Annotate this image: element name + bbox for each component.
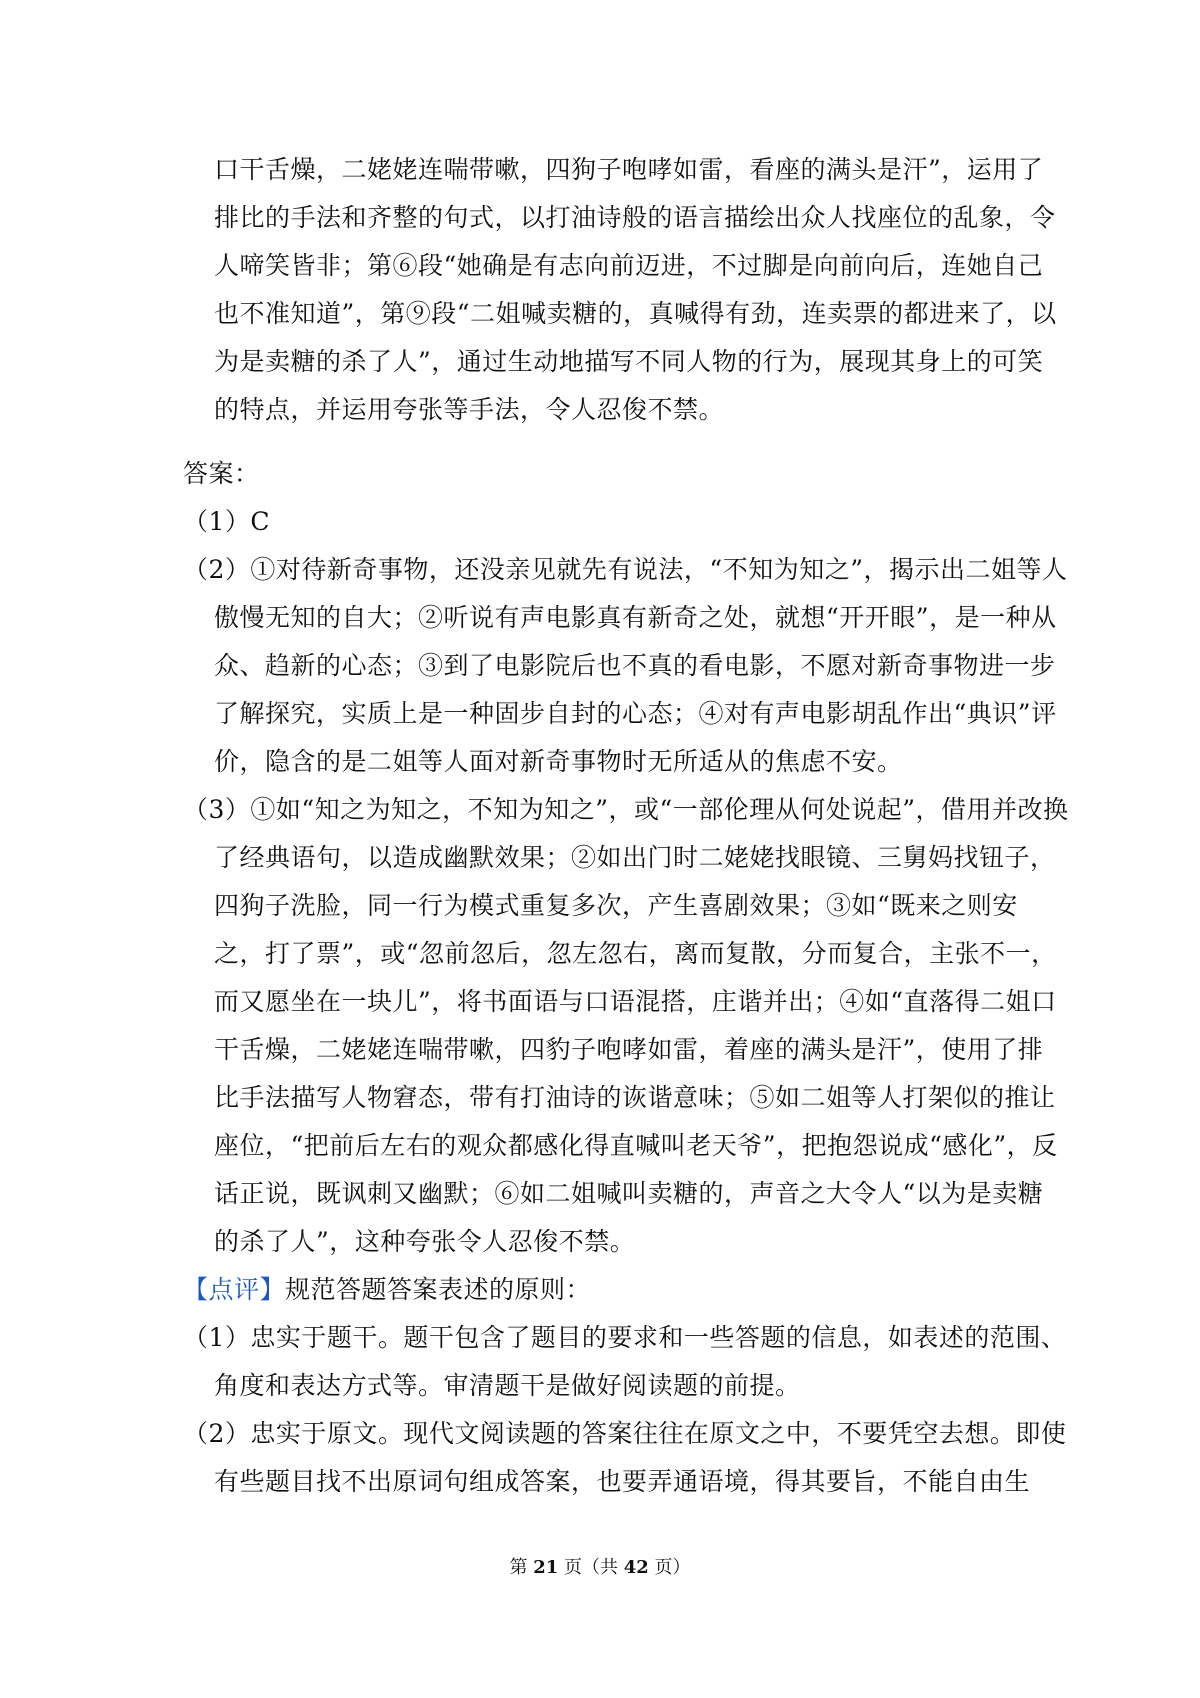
answer-section: [183, 450, 1069, 1506]
footer-total-pages: 42: [623, 1557, 649, 1578]
comment-1-line: （1）忠实于题干。题干包含了题目的要求和一些答题的信息，如表述的范围、: [183, 1323, 1067, 1352]
answer-3-line: 之，打了票”，或“忽前忽后，忽左忽右，离而复散，分而复合，主张不一，: [214, 939, 1057, 968]
intro-paragraph: [214, 146, 1057, 434]
answer-2-line: 价，隐含的是二姐等人面对新奇事物时无所适从的焦虑不安。: [214, 747, 903, 776]
comment-2-line: 有些题目找不出原词句组成答案，也要弄通语境，得其要旨，不能自由生: [214, 1467, 1031, 1496]
text-line: 的特点，并运用夸张等手法，令人忍俊不禁。: [214, 395, 725, 424]
answer-2-line: 众、趋新的心态；③到了电影院后也不真的看电影，不愿对新奇事物进一步: [214, 651, 1056, 680]
answer-3-line: 干舌燥，二姥姥连喘带嗽，四豹子咆哮如雷，着座的满头是汗”，使用了排: [214, 1035, 1044, 1064]
text-line: 排比的手法和齐整的句式，以打油诗般的语言描绘出众人找座位的乱象，令: [214, 203, 1056, 232]
comment-text: 规范答题答案表述的原则：: [285, 1275, 592, 1304]
answer-3-line: 比手法描写人物窘态，带有打油诗的诙谐意味；⑤如二姐等人打架似的推让: [214, 1083, 1056, 1112]
text-line: 口干舌燥，二姥姥连喘带嗽，四狗子咆哮如雷，看座的满头是汗”，运用了: [214, 155, 1044, 184]
comment-heading: [183, 1266, 1069, 1314]
answer-2-line: 了解探究，实质上是一种固步自封的心态；④对有声电影胡乱作出“典识”评: [214, 699, 1057, 728]
page-footer: [0, 1556, 1200, 1580]
footer-prefix: 第: [509, 1557, 528, 1578]
answer-3-line: 而又愿坐在一块儿”，将书面语与口语混搭，庄谐并出；④如“直落得二姐口: [214, 987, 1057, 1016]
answer-3-line: 的杀了人”，这种夸张令人忍俊不禁。: [214, 1227, 636, 1256]
footer-middle: 页（共: [564, 1557, 618, 1578]
answer-3-line: 了经典语句，以造成幽默效果；②如出门时二姥姥找眼镜、三舅妈找钮子，: [214, 843, 1056, 872]
answer-3-line: 话正说，既讽刺又幽默；⑥如二姐喊叫卖糖的，声音之大令人“以为是卖糖: [214, 1179, 1044, 1208]
answer-3-line: 四狗子洗脸，同一行为模式重复多次，产生喜剧效果；③如“既来之则安: [214, 891, 1018, 920]
comment-1-line: 角度和表达方式等。审清题干是做好阅读题的前提。: [214, 1371, 801, 1400]
answer-1: （1）C: [183, 507, 271, 536]
comment-tag: 【点评】: [183, 1275, 286, 1304]
answer-3-line: 座位，“把前后左右的观众都感化得直喊叫老天爷”，把抱怨说成“感化”，反: [214, 1131, 1058, 1160]
comment-2-line: （2）忠实于原文。现代文阅读题的答案往往在原文之中，不要凭空去想。即使: [183, 1419, 1067, 1448]
answer-2-line: （2）①对待新奇事物，还没亲见就先有说法，“不知为知之”，揭示出二姐等人: [183, 555, 1068, 584]
text-line: 为是卖糖的杀了人”，通过生动地描写不同人物的行为，展现其身上的可笑: [214, 347, 1044, 376]
answer-label: 答案：: [183, 459, 260, 488]
answer-2-line: 傲慢无知的自大；②听说有声电影真有新奇之处，就想“开开眼”，是一种从: [214, 603, 1057, 632]
footer-suffix: 页）: [654, 1557, 691, 1578]
answer-3-line: （3）①如“知之为知之，不知为知之”，或“一部伦理从何处说起”，借用并改换: [183, 795, 1069, 824]
text-line: 也不准知道”，第⑨段“二姐喊卖糖的，真喊得有劲，连卖票的都进来了，以: [214, 299, 1057, 328]
text-line: 人啼笑皆非；第⑥段“她确是有志向前迈进，不过脚是向前向后，连她自己: [214, 251, 1044, 280]
footer-page-number: 21: [533, 1557, 559, 1578]
